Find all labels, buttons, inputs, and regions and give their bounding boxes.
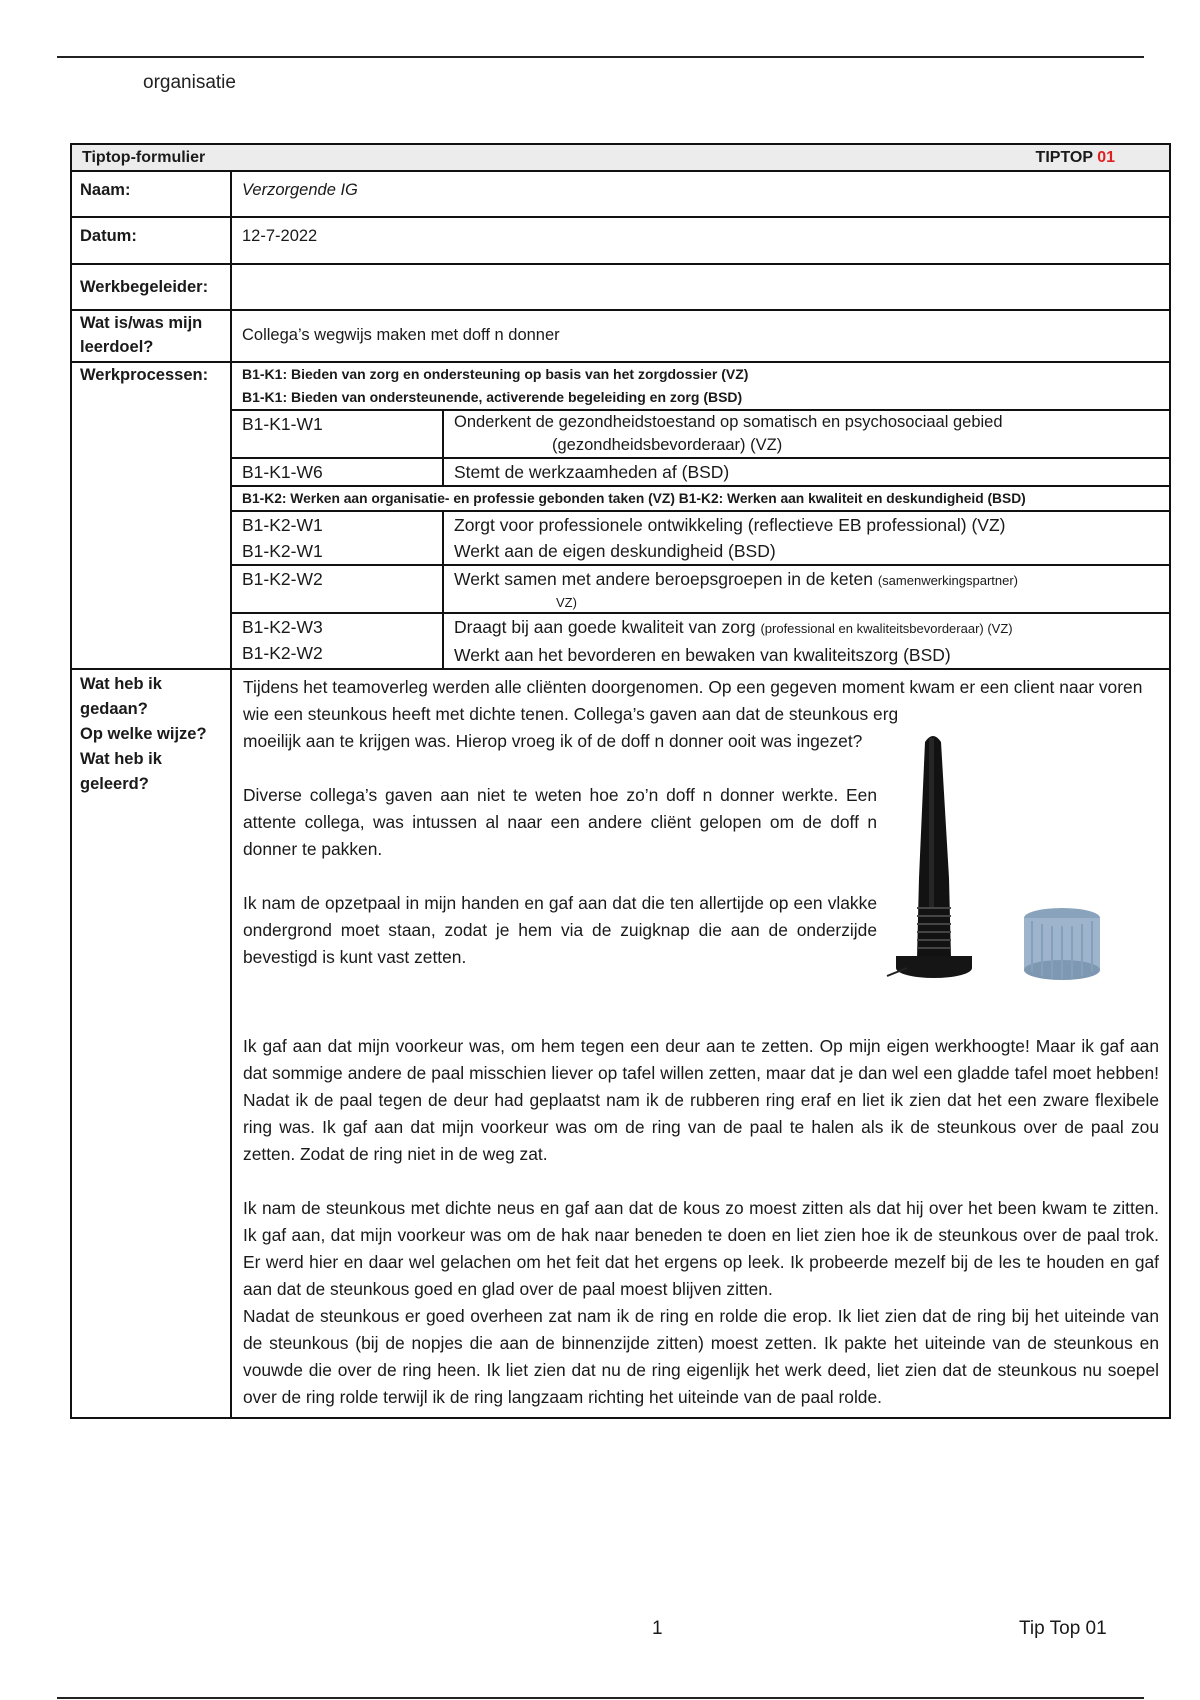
- story-label: Wat heb ik gedaan? Op welke wijze? Wat heb ik geleerd?: [72, 670, 232, 1417]
- story-paragraph: Ik gaf aan dat mijn voorkeur was, om hem tegen een deur aan te zetten. Op mijn eigen werkhoogte! Maar ik gaf aan dat sommige andere de paal misschien liever op tafel willen zetten, maar dat je dan wel een gladde tafel moet hebben! Nadat ik de paal tegen de deur had geplaatst nam ik de rubberen ring eraf en liet ik zien dat het een zware flexibele ring was. Ik gaf aan dat mijn voorkeur was om de ring van de paal te halen als ik de steunkous over de paal zou zetten. Zodat de ring niet in de weg zat.: [243, 1036, 1159, 1164]
- leerdoel-label: Wat is/was mijn leerdoel?: [72, 311, 232, 361]
- row-story: [72, 670, 1169, 1417]
- story-paragraph: Nadat de steunkous er goed overheen zat nam ik de ring en rolde die erop. Ik liet zien dat de ring bij het uiteinde van de steunkous (bij de nopjes die aan de binnenzijde zitten) moest zetten. Ik pakte het uiteinde van de steunkous en vouwde die over de ring heen. Ik liet zien dat nu de ring eigenlijk het werk deed, liet zien dat de steunkous nu soepel over de ring rolde terwijl ik de ring langzaam richting het uiteinde van de paal rolde.: [243, 1306, 1159, 1407]
- doff-n-donner-illustration: [877, 728, 1117, 998]
- leerdoel-value: Collega’s wegwijs maken met doff n donner: [242, 326, 560, 344]
- top-rule: [57, 56, 1144, 58]
- page-number: 1: [652, 1618, 663, 1639]
- werkbegeleider-label: Werkbegeleider:: [72, 265, 232, 309]
- row-datum: [72, 218, 1169, 265]
- story-paragraph: moeilijk aan te krijgen was. Hierop vroeg ik of de doff n donner ooit was ingezet?: [243, 731, 863, 751]
- story-paragraph: Diverse collega’s gaven aan niet te weten hoe zo’n doff n donner werkte. Een attente collega, was intussen al naar een andere cliënt gelopen om de doff n donner te pakken.: [243, 785, 877, 859]
- werkproces-row: B1-K2-W1 B1-K2-W1 Zorgt voor professionele ontwikkeling (reflectieve EB professional) (VZ) Werkt aan de eigen deskundigheid (BSD): [232, 512, 1169, 566]
- k2-heading: B1-K2: Werken aan organisatie- en professie gebonden taken (VZ) B1-K2: Werken aan kwaliteit en deskundigheid (BSD): [232, 487, 1169, 512]
- werkproces-row: B1-K1-W6 Stemt de werkzaamheden af (BSD): [232, 459, 1169, 487]
- story-paragraph: Tijdens het teamoverleg werden alle cliënten doorgenomen. Op een gegeven moment kwam er een client naar voren wie een steunkous heeft met dichte tenen. Collega’s gaven aan dat de steunkous erg: [243, 677, 1143, 724]
- story-paragraph: Ik nam de steunkous met dichte neus en gaf aan dat de kous zo moest zitten als dat hij over het been kwam te zitten. Ik gaf aan, dat mijn voorkeur was om de hak naar beneden te doen en liet zien hoe ik de steunkous over de paal trok. Er werd hier en daar wel gelachen om het feit dat het ergens op leek. Ik probeerde mezelf bij de les te houden en gaf aan dat de steunkous goed en glad over de paal moest blijven zitten.: [243, 1198, 1159, 1299]
- doff-n-donner-image: [877, 728, 1159, 1006]
- story-text: [232, 670, 1169, 1417]
- tiptop-form: [70, 143, 1171, 1419]
- bottom-rule: [57, 1697, 1144, 1699]
- row-werkbegeleider: [72, 265, 1169, 311]
- row-leerdoel: [72, 311, 1169, 363]
- werkbegeleider-value: [232, 265, 1169, 309]
- datum-value: 12-7-2022: [242, 227, 318, 245]
- naam-label: Naam:: [72, 172, 232, 216]
- datum-label: Datum:: [72, 218, 232, 263]
- k1-heading: B1-K1: Bieden van zorg en ondersteuning op basis van het zorgdossier (VZ) B1-K1: Bieden van ondersteunende, activerende begeleiding en zorg (BSD): [232, 363, 1169, 411]
- werkprocessen-label: Werkprocessen:: [72, 363, 232, 668]
- story-with-image: [243, 728, 1159, 1006]
- form-code: TIPTOP 01: [1035, 148, 1115, 166]
- form-title-bar: [72, 145, 1169, 172]
- werkproces-row: B1-K2-W3 B1-K2-W2 Draagt bij aan goede kwaliteit van zorg (professional en kwaliteitsbevorderaar) (VZ) Werkt aan het bevorderen en bewaken van kwaliteitszorg (BSD): [232, 614, 1169, 668]
- header-organisation: organisatie: [143, 72, 236, 93]
- werkproces-row: B1-K2-W2 Werkt samen met andere beroepsgroepen in de keten (samenwerkingspartner) VZ): [232, 566, 1169, 614]
- werkprocessen-list: [232, 363, 1169, 668]
- footer-doc-label: Tip Top 01: [1019, 1618, 1107, 1639]
- row-naam: [72, 172, 1169, 218]
- form-title: Tiptop-formulier: [82, 148, 206, 166]
- row-werkprocessen: [72, 363, 1169, 670]
- werkproces-row: B1-K1-W1 Onderkent de gezondheidstoestand op somatisch en psychosociaal gebied (gezondheidsbevorderaar) (VZ): [232, 411, 1169, 459]
- naam-value: Verzorgende IG: [242, 181, 358, 199]
- story-paragraph: Ik nam de opzetpaal in mijn handen en gaf aan dat die ten allertijde op een vlakke ondergrond moet staan, zodat je hem via de zuigknap die aan de onderzijde bevestigd is kunt vast zetten.: [243, 893, 877, 967]
